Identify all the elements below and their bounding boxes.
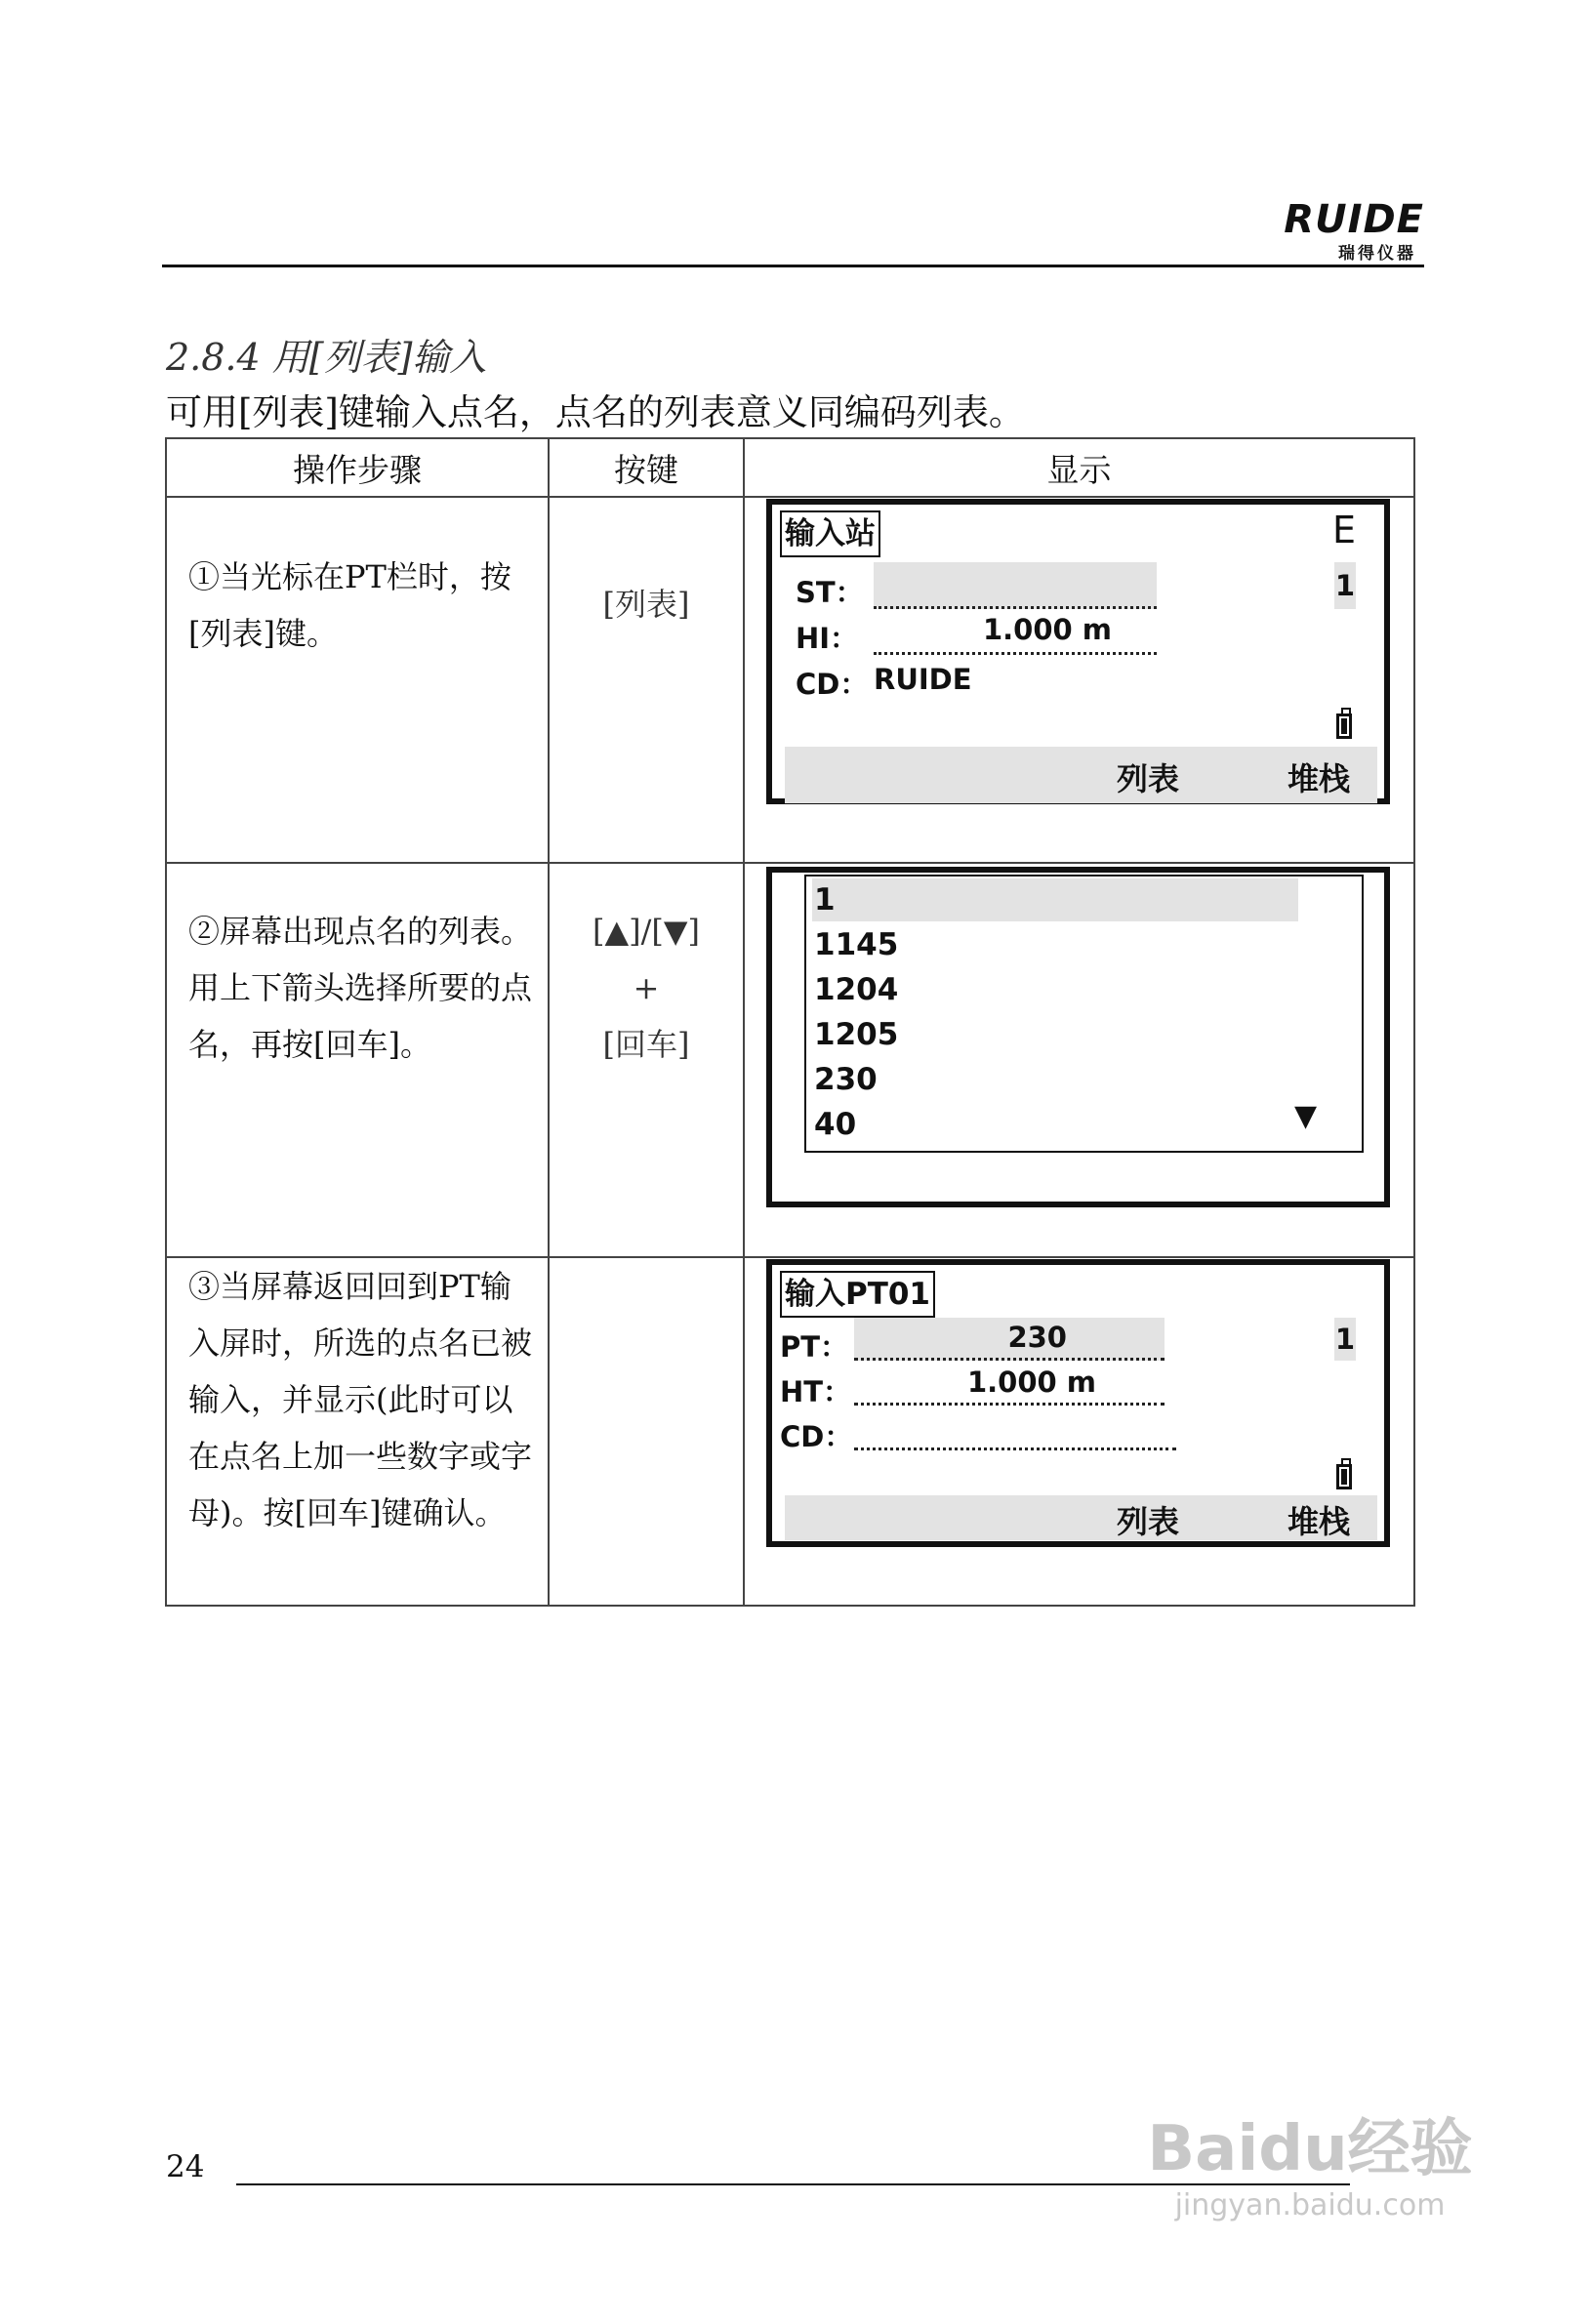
cd-label: CD： <box>796 668 869 701</box>
key-text <box>549 863 744 1257</box>
screen-title: 输入站 <box>780 510 880 557</box>
list-item[interactable]: 230 <box>814 1062 878 1097</box>
screen-input-station <box>766 499 1390 804</box>
list-item[interactable]: 1145 <box>814 927 899 962</box>
battery-icon <box>1336 714 1352 739</box>
screen-title: 输入PT01 <box>780 1271 935 1318</box>
step-line: ②屏幕出现点名的列表。 <box>188 913 533 950</box>
header-display: 显示 <box>744 438 1414 497</box>
watermark-text: Baidu经验 <box>1147 2113 1473 2185</box>
list-item-selected[interactable]: 1 <box>812 878 1298 921</box>
screen-input-point <box>766 1259 1390 1547</box>
st-field[interactable] <box>874 562 1157 609</box>
ht-label: HT： <box>780 1375 852 1408</box>
softkey-bar <box>785 1495 1377 1540</box>
section-title: 2.8.4 用[列表]输入 <box>166 336 487 379</box>
key-line: + <box>633 969 660 1006</box>
key-line: [回车] <box>602 1026 690 1063</box>
battery-icon <box>1336 1464 1352 1489</box>
point-list <box>804 875 1364 1153</box>
hi-label: HI： <box>796 622 859 655</box>
cd-label: CD： <box>780 1420 853 1453</box>
list-item[interactable]: 1204 <box>814 972 899 1007</box>
logo-subtitle: 瑞得仪器 <box>1338 244 1416 264</box>
softkey-stack[interactable]: 堆栈 <box>1287 1503 1351 1540</box>
ht-field[interactable]: 1.000 m <box>854 1363 1165 1406</box>
table-header-row <box>166 438 1414 497</box>
ruide-logo <box>1272 197 1424 264</box>
step-text <box>166 863 549 1257</box>
mode-indicator: E <box>1332 509 1357 551</box>
pt-field[interactable]: 230 <box>854 1318 1165 1361</box>
cd-value: RUIDE <box>874 663 972 696</box>
baidu-watermark <box>1129 2099 1491 2222</box>
header-key: 按键 <box>549 438 744 497</box>
page-number: 24 <box>166 2149 205 2184</box>
key-text: [列表] <box>549 497 744 863</box>
header-rule <box>162 265 1424 267</box>
st-label: ST： <box>796 576 864 609</box>
cd-field[interactable] <box>854 1407 1176 1450</box>
screen-point-list <box>766 867 1390 1207</box>
key-line: [▲]/[▼] <box>593 913 700 950</box>
hi-field[interactable]: 1.000 m <box>874 610 1157 655</box>
softkey-stack[interactable]: 堆栈 <box>1287 760 1351 797</box>
scroll-down-icon[interactable]: ▼ <box>1294 1099 1318 1133</box>
softkey-bar <box>785 747 1377 803</box>
page-indicator: 1 <box>1334 1318 1356 1361</box>
section-lead: 可用[列表]键输入点名，点名的列表意义同编码列表。 <box>166 391 1025 433</box>
list-item[interactable]: 1205 <box>814 1017 899 1052</box>
page-indicator: 1 <box>1334 562 1356 609</box>
list-item[interactable]: 40 <box>814 1107 857 1142</box>
pt-label: PT： <box>780 1330 849 1364</box>
watermark-url: jingyan.baidu.com <box>1174 2188 1446 2222</box>
softkey-list[interactable]: 列表 <box>1117 1503 1180 1540</box>
logo-brand: RUIDE <box>1284 197 1424 242</box>
step-line: 用上下箭头选择所要的点名，再按[回车]。 <box>188 969 533 1063</box>
key-text <box>549 1257 744 1606</box>
header-steps: 操作步骤 <box>166 438 549 497</box>
step-text: ①当光标在PT栏时，按[列表]键。 <box>166 497 549 863</box>
softkey-list[interactable]: 列表 <box>1117 760 1180 797</box>
step-text: ③当屏幕返回回到PT输入屏时，所选的点名已被输入，并显示(此时可以在点名上加一些数字或字母)。按[回车]键确认。 <box>166 1257 549 1606</box>
